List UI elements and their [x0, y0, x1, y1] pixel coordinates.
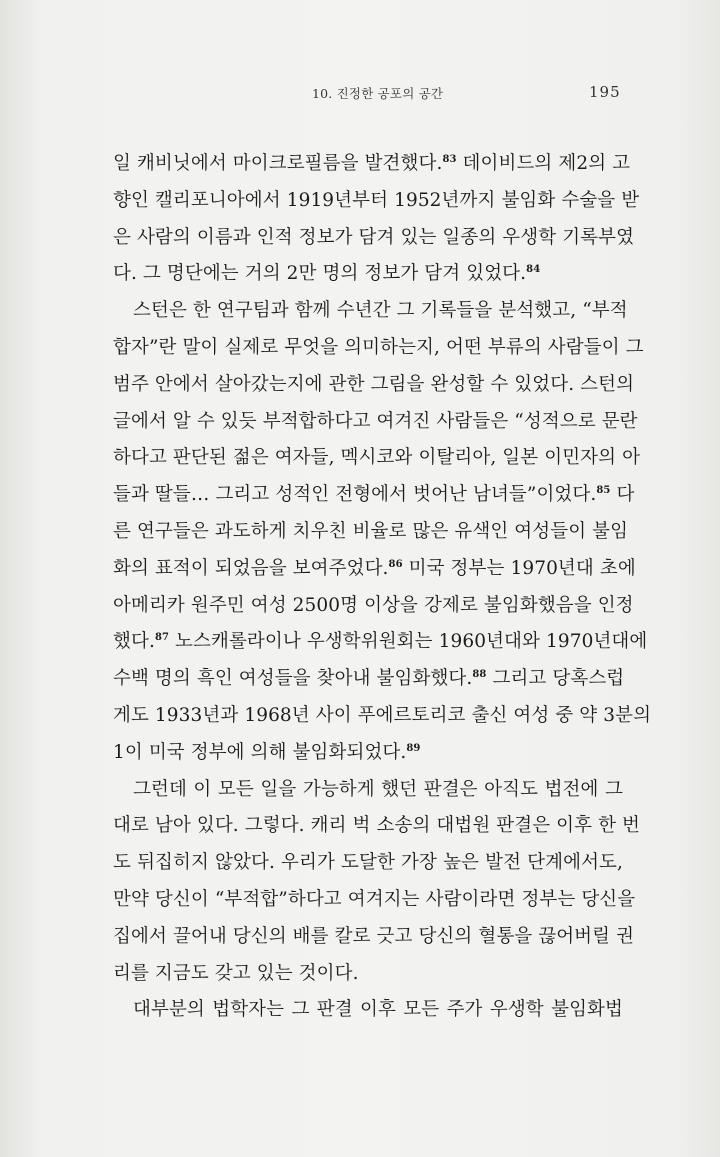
text-line: 대부분의 법학자는 그 판결 이후 모든 주가 우생학 불임화법 [133, 999, 623, 1021]
footnote-ref: 83 [442, 153, 457, 165]
text-line: 아메리카 원주민 여성 2500명 이상을 강제로 불임화했음을 인정 [113, 594, 634, 616]
footnote-ref: 86 [388, 558, 403, 570]
text-line: 일 캐비닛에서 마이크로필름을 발견했다.$^{83}$ 데이비드의 제2의 고 [113, 153, 631, 174]
text-line: 합자”란 말이 실제로 무엇을 의미하는지, 어떤 부류의 사람들이 그 [113, 336, 644, 358]
text-line: 수백 명의 흑인 여성들을 찾아내 불임화했다.$^{88}$ 그리고 당혹스럽 [113, 668, 625, 690]
text-line: 했다.$^{87}$ 노스캐롤라이나 우생학위원회는 1960년대와 1970년대에 [113, 631, 648, 653]
text-line: 그런데 이 모든 일을 가능하게 했던 판결은 아직도 법전에 그 [133, 778, 623, 800]
footnote-ref: 85 [596, 485, 611, 497]
chapter-title: 10. 진정한 공포의 공간 [312, 86, 444, 101]
running-head [0, 84, 720, 108]
text-line: 만약 당신이 “부적합”하다고 여겨지는 사람이라면 정부는 당신을 [113, 888, 636, 910]
text-line: 게도 1933년과 1968년 사이 푸에르토리코 출신 여성 중 약 3분의 [113, 704, 652, 726]
text-line: 1이 미국 정부에 의해 불임화되었다.$^{89}$ [113, 741, 421, 763]
page-number: 195 [589, 83, 621, 101]
text-line: 른 연구들은 과도하게 치우친 비율로 많은 유색인 여성들이 불임 [113, 520, 629, 542]
text-line: 글에서 알 수 있듯 부적합하다고 여겨진 사람들은 “성적으로 문란 [113, 410, 638, 432]
text-line: 스턴은 한 연구팀과 함께 수년간 그 기록들을 분석했고, “부적 [133, 300, 628, 322]
body-text [113, 146, 652, 1029]
text-line: 들과 딸들… 그리고 성적인 전형에서 벗어난 남녀들”이었다.$^{85}$ 다 [113, 484, 635, 506]
text-line: 화의 표적이 되었음을 보여주었다.$^{86}$ 미국 정부는 1970년대 초에 [113, 557, 636, 579]
footnote-ref: 89 [406, 742, 421, 754]
footnote-ref: 84 [526, 264, 541, 276]
text-line: 은 사람의 이름과 인적 정보가 담겨 있는 일종의 우생학 기록부였 [113, 226, 635, 248]
text-line: 향인 캘리포니아에서 1919년부터 1952년까지 불임화 수술을 받 [113, 189, 640, 211]
text-line: 범주 안에서 살아갔는지에 관한 그림을 완성할 수 있었다. 스턴의 [113, 373, 635, 395]
text-line: 집에서 끌어내 당신의 배를 칼로 긋고 당신의 혈통을 끊어버릴 권 [113, 925, 635, 947]
footnote-ref: 88 [472, 669, 487, 680]
text-line: 리를 지금도 갖고 있는 것이다. [113, 962, 359, 984]
text-line: 하다고 판단된 젊은 여자들, 멕시코와 이탈리아, 일본 이민자의 아 [113, 447, 641, 469]
text-line: 대로 남아 있다. 그렇다. 캐리 벅 소송의 대법원 판결은 이후 한 번 [113, 815, 641, 837]
footnote-ref: 87 [154, 632, 170, 644]
text-line: 다. 그 명단에는 거의 2만 명의 정보가 담겨 있었다.$^{84}$ [113, 263, 541, 285]
text-line: 도 뒤집히지 않았다. 우리가 도달한 가장 높은 발전 단계에서도, [113, 852, 623, 874]
